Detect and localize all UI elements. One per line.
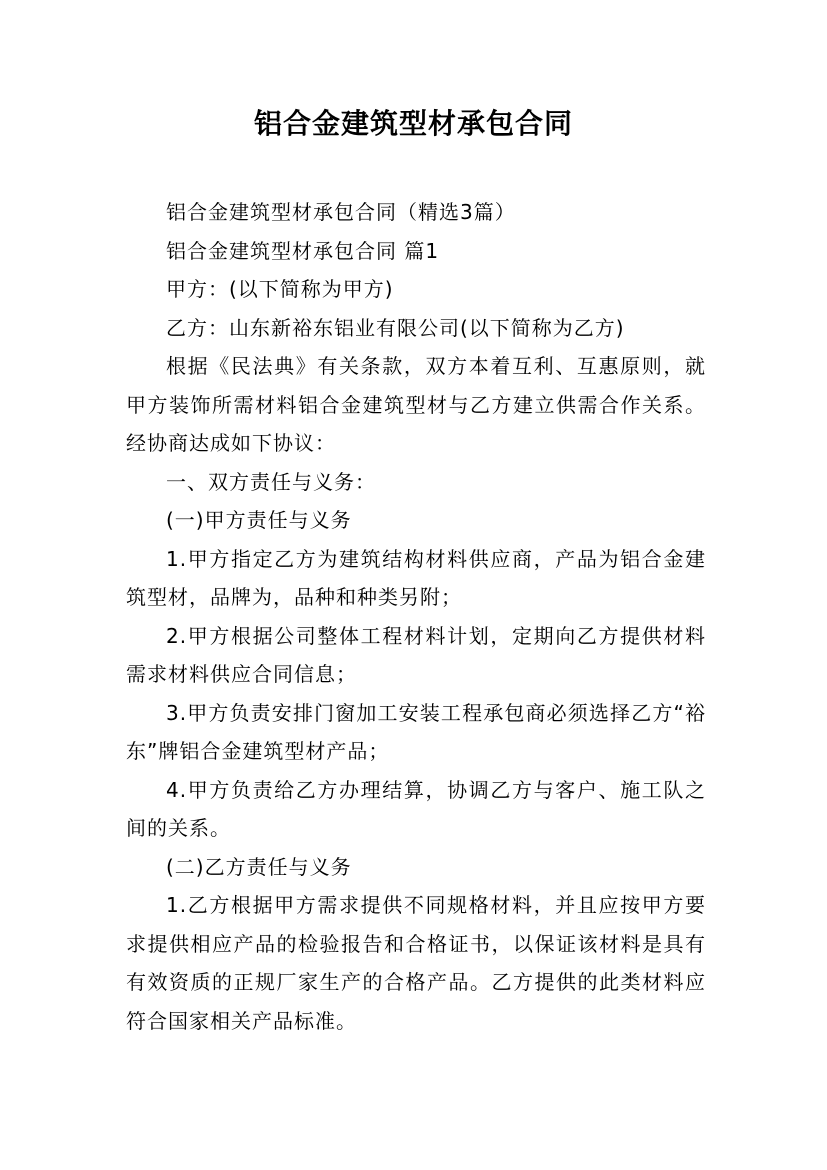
paragraph-preamble: 根据《民法典》有关条款，双方本着互利、互惠原则，就甲方装饰所需材料铝合金建筑型材与乙方建立供需合作关系。经协商达成如下协议： xyxy=(126,354,706,455)
paragraph-subtitle: 铝合金建筑型材承包合同（精选3篇） xyxy=(166,200,516,224)
section-heading-responsibilities: 一、双方责任与义务： xyxy=(166,469,376,494)
clause-a-4: 4.甲方负责给乙方办理结算，协调乙方与客户、施工队之间的关系。 xyxy=(126,777,706,840)
clause-a-1: 1.甲方指定乙方为建筑结构材料供应商，产品为铝合金建筑型材，品牌为，品种和种类另附； xyxy=(126,546,706,609)
paragraph-party-a: 甲方：(以下简称为甲方) xyxy=(166,277,394,301)
paragraph-party-b: 乙方：山东新裕东铝业有限公司(以下简称为乙方) xyxy=(166,315,625,340)
subsection-heading-party-a: (一)甲方责任与义务 xyxy=(166,508,352,532)
clause-a-2: 2.甲方根据公司整体工程材料计划，定期向乙方提供材料需求材料供应合同信息； xyxy=(126,623,706,686)
subsection-heading-party-b: (二)乙方责任与义务 xyxy=(166,854,352,879)
document-body xyxy=(126,193,706,1040)
paragraph-article-heading: 铝合金建筑型材承包合同 篇1 xyxy=(166,238,440,263)
document-title: 铝合金建筑型材承包合同 xyxy=(253,107,573,140)
clause-b-1: 1.乙方根据甲方需求提供不同规格材料，并且应按甲方要求提供相应产品的检验报告和合格证书，以保证该材料是具有有效资质的正规厂家生产的合格产品。乙方提供的此类材料应符合国家相关产品标准。 xyxy=(126,893,706,1033)
clause-a-3: 3.甲方负责安排门窗加工安装工程承包商必须选择乙方“裕东”牌铝合金建筑型材产品； xyxy=(126,700,706,763)
